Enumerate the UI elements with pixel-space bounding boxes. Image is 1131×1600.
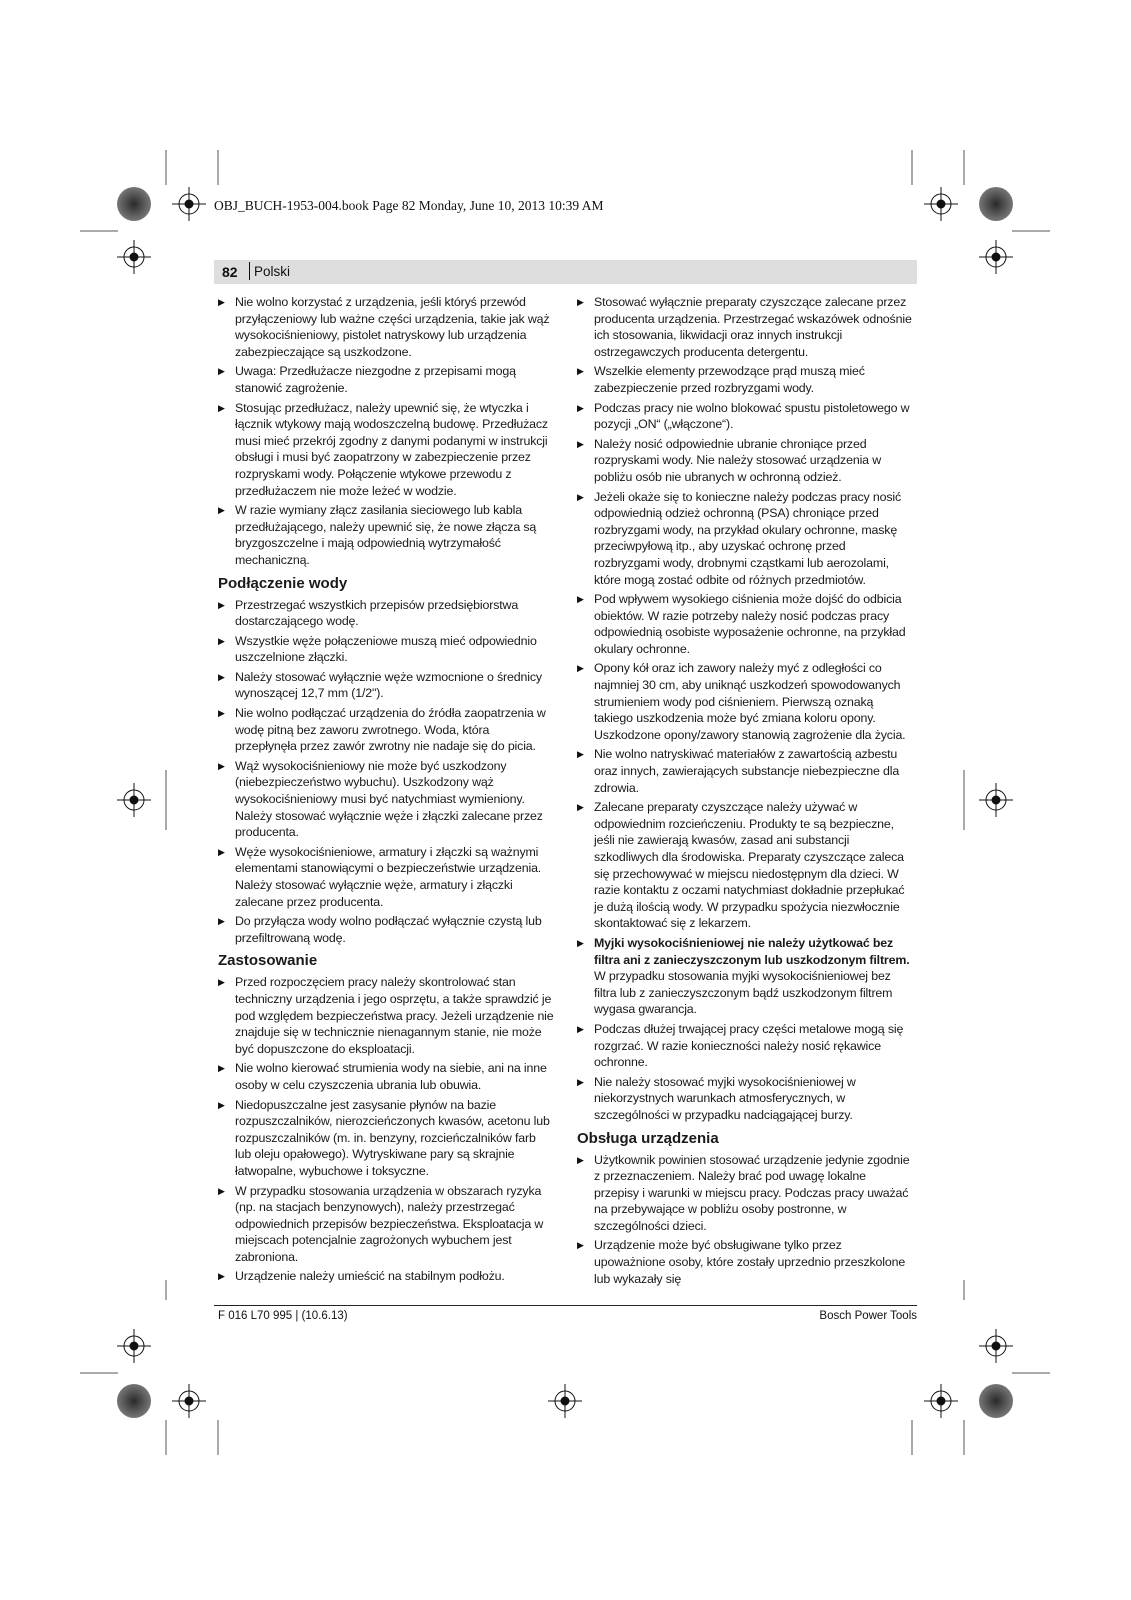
list-item: ▶ Wszystkie węże połączeniowe muszą mieć odpowiednio uszczelnione złączki.: [218, 633, 554, 666]
page-header-band: [214, 260, 917, 284]
list-item: ▶ Nie wolno korzystać z urządzenia, jeśli któryś przewód przyłączeniowy lub ważne części urządzenia, takie jak wąż wysokociśnieniowy, pistolet natryskowy lub urządzenia zabezpieczające są uszkodzone.: [218, 294, 554, 360]
list-item: ▶ Niedopuszczalne jest zasysanie płynów na bazie rozpuszczalników, nierozcieńczonych kwasów, acetonu lub rozpuszczalników (m. in. benzyny, rozcieńczalników farb lub oleju opałowego). Wytryskiwane pary są skrajnie łatwopalne, wybuchowe i toksyczne.: [218, 1097, 554, 1180]
crosshair-mark: [979, 1329, 1013, 1363]
list-item: ▶ Należy stosować wyłącznie węże wzmocnione o średnicy wynoszącej 12,7 mm (1/2").: [218, 669, 554, 702]
list-item: ▶ Nie wolno natryskiwać materiałów z zawartością azbestu oraz innych, zawierających substancje niebezpieczne dla zdrowia.: [577, 746, 913, 796]
safety-list-continued: [577, 294, 913, 1124]
list-item: ▶ Uwaga: Przedłużacze niezgodne z przepisami mogą stanowić zagrożenie.: [218, 363, 554, 396]
list-item: ▶ Podczas dłużej trwającej pracy części metalowe mogą się rozgrzać. W razie konieczności należy nosić rękawice ochronne.: [577, 1021, 913, 1071]
list-item: ▶ Stosować wyłącznie preparaty czyszczące zalecane przez producenta urządzenia. Przestrzegać wskazówek odnośnie ich stosowania, likwidacji oraz innych instrukcji ostrzegawczych producenta detergentu.: [577, 294, 913, 360]
crosshair-mark: [117, 783, 151, 817]
list-item: ▶ Nie wolno kierować strumienia wody na siebie, ani na inne osoby w celu czyszczenia ubrania lub obuwia.: [218, 1060, 554, 1093]
list-item: ▶ Pod wpływem wysokiego ciśnienia może dojść do odbicia obiektów. W razie potrzeby należy nosić podczas pracy odpowiednią osobiste wyposażenie ochronne, na przykład okulary ochronne.: [577, 591, 913, 657]
list-item: ▶ W razie wymiany złącz zasilania sieciowego lub kabla przedłużającego, należy upewnić się, że nowe złącza są bryzgoszczelne i mają odpowiednią wytrzymałość mechaniczną.: [218, 502, 554, 568]
footer-divider: [214, 1305, 917, 1306]
crosshair-mark: [117, 1329, 151, 1363]
list-item: ▶ Węże wysokociśnieniowe, armatury i złączki są ważnymi elementami stanowiącymi o bezpieczeństwie urządzenia. Należy stosować wyłącznie węże, armatury i złączki zalecane przez producenta.: [218, 844, 554, 910]
registration-disc: [979, 1384, 1013, 1418]
crosshair-mark: [548, 1384, 582, 1418]
header-divider: [249, 262, 250, 280]
section-heading-operation: Obsługa urządzenia: [577, 1129, 719, 1147]
safety-list: [218, 294, 554, 569]
right-column: [577, 294, 913, 1290]
list-item: ▶ Wąż wysokociśnieniowy nie może być uszkodzony (niebezpieczeństwo wybuchu). Uszkodzony wąż wysokociśnieniowy musi być natychmiast wymieniony. Należy stosować wyłącznie węże i złączki zalecane przez producenta.: [218, 758, 554, 841]
list-item: ▶ Do przyłącza wody wolno podłączać wyłącznie czystą lub przefiltrowaną wodę.: [218, 913, 554, 946]
section-heading-water: Podłączenie wody: [218, 574, 348, 592]
crosshair-mark: [117, 240, 151, 274]
crosshair-mark: [979, 783, 1013, 817]
water-connection-list: [218, 597, 554, 947]
crosshair-mark: [979, 240, 1013, 274]
list-item: ▶ Opony kół oraz ich zawory należy myć z odległości co najmniej 30 cm, aby uniknąć uszkodzeń spowodowanych strumieniem wody pod ciśnieniem. Pierwszą oznaką takiego uszkodzenia może być zmiana koloru opony. Uszkodzone opony/zawory stanowią zagrożenie dla życia.: [577, 660, 913, 743]
page-language: Polski: [254, 264, 291, 279]
list-item: ▶ Nie wolno podłączać urządzenia do źródła zaopatrzenia w wodę pitną bez zaworu zwrotnego. Woda, która przepłynęła przez zawór zwrotny nie nadaje się do picia.: [218, 705, 554, 755]
registration-disc: [979, 187, 1013, 221]
list-item: ▶ Wszelkie elementy przewodzące prąd muszą mieć zabezpieczenie przed rozbryzgami wody.: [577, 363, 913, 396]
footer-brand: Bosch Power Tools: [819, 1310, 917, 1322]
section-heading-usage: Zastosowanie: [218, 952, 318, 970]
book-file-info: OBJ_BUCH-1953-004.book Page 82 Monday, June 10, 2013 10:39 AM: [214, 198, 604, 213]
list-item: ▶ Należy nosić odpowiednie ubranie chroniące przed rozpryskami wody. Nie należy stosować urządzenia w pobliżu osób nie ubranych w ochronną odzież.: [577, 436, 913, 486]
list-item: ▶ Nie należy stosować myjki wysokociśnieniowej w niekorzystnych warunkach atmosferycznych, w szczególności w przypadku nadciągającej burzy.: [577, 1074, 913, 1124]
list-item: ▶ Stosując przedłużacz, należy upewnić się, że wtyczka i łącznik wtykowy mają wodoszczelną budowę. Przedłużacz musi mieć przekrój zgodny z danymi podanymi w instrukcji obsługi i musi być zaopatrzony w zabezpieczenie przez rozpryskami wody. Połączenie wtykowe przewodu z przedłużaczem nie może leżeć w wodzie.: [218, 400, 554, 500]
list-item: ▶ W przypadku stosowania urządzenia w obszarach ryzyka (np. na stacjach benzynowych), należy przestrzegać odpowiednich przepisów bezpieczeństwa. Eksploatacja w miejscach potencjalnie zagrożonych wybuchem jest zabroniona.: [218, 1183, 554, 1266]
list-item: ▶ Urządzenie może być obsługiwane tylko przez upoważnione osoby, które zostały uprzednio przeszkolone lub wykazały się: [577, 1237, 913, 1287]
filter-warning-text: W przypadku stosowania myjki wysokociśnieniowej bez filtra lub z zanieczyszczonym bądź uszkodzonym filtrem wygasa gwarancja.: [594, 969, 893, 1017]
list-item: ▶ Przestrzegać wszystkich przepisów przedsiębiorstwa dostarczającego wodę.: [218, 597, 554, 630]
crosshair-mark: [172, 1384, 206, 1418]
filter-warning-item: [577, 935, 913, 1018]
crosshair-mark: [172, 187, 206, 221]
operation-list: [577, 1152, 913, 1288]
list-item: ▶ Podczas pracy nie wolno blokować spustu pistoletowego w pozycji „ON“ („włączone“).: [577, 400, 913, 433]
filter-warning-bold: ▶ Myjki wysokociśnieniowej nie należy użytkować bez filtra ani z zanieczyszczonym lub uszkodzonym filtrem.: [594, 935, 910, 967]
left-column: [218, 294, 554, 1288]
registration-disc: [117, 1384, 151, 1418]
list-item: ▶ Jeżeli okaże się to konieczne należy podczas pracy nosić odpowiednią odzież ochronną (PSA) chroniące przed rozbryzgami wody, na przykład okulary ochronne, maskę przeciwpyłową itp., aby uzyskać ochronę przed rozbryzgami wody, drobnymi cząstkami lub aerozolami, które mogą zostać odbite od różnych przedmiotów.: [577, 489, 913, 589]
list-item: ▶ Urządzenie należy umieścić na stabilnym podłożu.: [218, 1268, 554, 1285]
crosshair-mark: [924, 1384, 958, 1418]
registration-disc: [117, 187, 151, 221]
footer-doc-code: F 016 L70 995 | (10.6.13): [218, 1310, 348, 1322]
list-item: ▶ Użytkownik powinien stosować urządzenie jedynie zgodnie z przeznaczeniem. Należy brać pod uwagę lokalne przepisy i warunki w miejscu pracy. Podczas pracy uważać na przebywające w pobliżu osoby postronne, w szczególności dzieci.: [577, 1152, 913, 1235]
list-item: ▶ Zalecane preparaty czyszczące należy używać w odpowiednim rozcieńczeniu. Produkty te są bezpieczne, jeśli nie zawierają kwasów, zasad ani substancji szkodliwych dla środowiska. Preparaty czyszczące zaleca się przechowywać w miejscu niedostępnym dla dzieci. W razie kontaktu z oczami natychmiast dokładnie przepłukać je dużą ilością wody. W przypadku spożycia niezwłocznie skontaktować się z lekarzem.: [577, 799, 913, 932]
page-number: 82: [222, 264, 238, 280]
list-item: ▶ Przed rozpoczęciem pracy należy skontrolować stan techniczny urządzenia i jego osprzętu, a także sprawdzić je pod względem bezpieczeństwa pracy. Jeżeli urządzenie nie znajduje się w technicznie nienagannym stanie, nie może być dopuszczone do eksploatacji.: [218, 974, 554, 1057]
crosshair-mark: [924, 187, 958, 221]
usage-list: [218, 974, 554, 1285]
